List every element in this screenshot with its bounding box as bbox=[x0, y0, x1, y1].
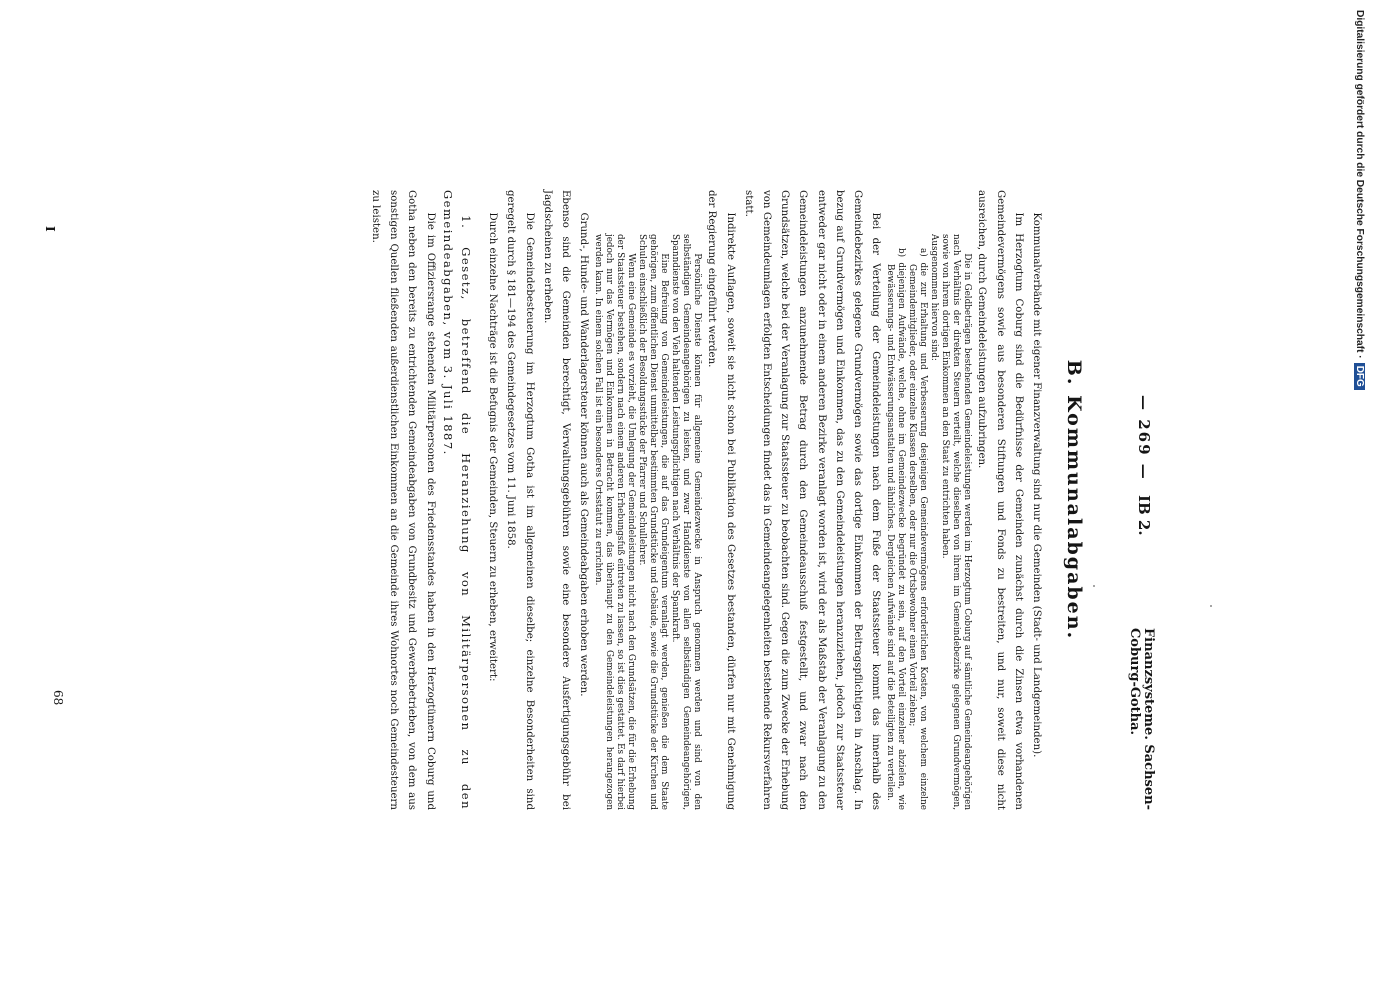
list-item: b) diejenigen Aufwände, welche, ohne im Gemeindezwecke begründet zu sein, auf den Vorteil einzelner abzielen, wie Bewässerungs- und Entwässerungsanstalten und ähnliches. Dergleichen Aufwände sind auf die Beteiligten zu verteilen. bbox=[885, 248, 907, 810]
paragraph: Indirekte Auflagen, soweit sie nicht schon bei Publikation des Gesetzes bestanden, dürfen nur mit Genehmigung der Regierung eingeführt werden. bbox=[706, 190, 736, 810]
small-paragraph: Persönliche Dienste können für allgemeine Gemeindezwecke in Anspruch genommen werden und sind von den selbständigen Gemeindeangehörigen zu leisten, und zwar Handdienste von allen selbständigen Gemeindeangehörigen, Spanndienste von den Vieh haltenden Leistungspflichtigen nach Verhältnis der Spannkraft. bbox=[670, 234, 703, 810]
body-text bbox=[366, 190, 1045, 810]
running-title-line-1: Finanzsysteme. Sachsen- bbox=[1141, 627, 1156, 810]
page-header bbox=[1125, 190, 1155, 810]
small-paragraph: Die in Geldbeträgen bestehenden Gemeindeleistungen werden im Herzogtum Coburg auf sämtliche Gemeindeangehörigen nach Verhältnis der direkten Steuern verteilt, welche dieselben von ihrem im Gemeindebezirke gelegenen Grundvermögen, sowie von ihrem dortigen Einkommen an den Staat zu entrichten haben. bbox=[940, 234, 973, 810]
paragraph: Im Herzogtum Coburg sind die Bedürfnisse der Gemeinden zunächst durch die Zinsen etwa vorhandenen Gemeindevermögens sowie aus besonderen Stiftungen und Fonds zu bestreiten, und nur, soweit diese nicht ausreichen, durch Gemeindeleistungen aufzubringen. bbox=[976, 190, 1024, 810]
small-paragraph: Ausgenommen hiervon sind: bbox=[929, 234, 940, 361]
document-page bbox=[25, 190, 1155, 810]
small-paragraph: Eine Befreiung von Gemeindeleistungen, die auf das Grundeigentum veranlagt werden, genießen die dem Staate gehörigen, zum öffentlichen Dienst unmittelbar bestimmten Grundstücke und Gebäude, sowie die Grundstücke der Kirchen und Schulen einschließlich der Besoldungsstücke der Pfarrer und Schullehrer. bbox=[637, 234, 670, 810]
section-title: B. Kommunalabgaben. bbox=[1063, 359, 1085, 641]
paragraph: Kommunalverbände mit eigener Finanzverwaltung sind nur die Gemeinden (Stadt- und Landgemeinden). bbox=[1031, 212, 1042, 758]
page-number: — 269 — bbox=[1135, 395, 1153, 481]
scan-speck bbox=[1210, 605, 1212, 607]
credit-text: Digitalisierung gefördert durch die Deutsche Forschungsgemeinschaft · bbox=[1354, 10, 1365, 359]
paragraph: Ebenso sind die Gemeinden berechtigt, Verwaltungsgebühren sowie eine besondere Ausfertigungsgebühr bei Jagdscheinen zu erheben. bbox=[541, 190, 571, 810]
small-paragraph: Wenn eine Gemeinde es vorzieht, die Umlegung der Gemeindeleistungen nicht nach den Grundsätzen, die für die Erhebung der Staatssteuer bestehen, sondern nach einem anderen Erhebungsfuß eintreten zu lassen, so ist dies gestattet. Es darf hierbei jedoch nur das Vermögen und Einkommen in Betracht kommen, das überhaupt zu den Gemeindeleistungen herangezogen werden kann. In einem solchen Fall ist ein besonderes Ortsstatut zu errichten. bbox=[593, 234, 637, 810]
paragraph: Bei der Verteilung der Gemeindeleistungen nach dem Fuße der Staatssteuer kommt das innerhalb des Gemeindebezirkes gelegene Grundvermögen sowie das dortige Einkommen der Beitragspflichtigen in Anschlag. In bezug auf Grundvermögen und Einkommen, das zu den Gemeindeleistungen heranzuziehen, jedoch zur Staatssteuer entweder gar nicht oder in einem anderen Bezirke veranlagt worden ist, wird der als Maßstab der Veranlagung zu den Gemeindeleistungen anzunehmende Betrag durch den Gemeindeausschuß festgestellt, und zwar nach den Grundsätzen, welche bei der Veranlagung zur Staatssteuer zu beobachten sind. Gegen die zum Zwecke der Erhebung von Gemeindeumlagen erfolgten Entscheidungen findet das in Gemeindeangelegenheiten bestehende Rekursverfahren statt. bbox=[742, 190, 882, 810]
paragraph: Die Gemeindebesteuerung im Herzogtum Gotha ist im allgemeinen dieselbe; einzelne Besonderheiten sind geregelt durch § 181—194 des Gemeindegesetzes vom 11. Juni 1858. bbox=[505, 190, 535, 810]
running-title bbox=[1127, 628, 1155, 810]
paragraph: Durch einzelne Nachträge ist die Befugnis der Gemeinden, Steuern zu erheben, erweitert: bbox=[487, 212, 499, 682]
signature-mark: I bbox=[43, 226, 57, 232]
digitization-credit bbox=[1349, 10, 1365, 790]
scan-speck bbox=[1093, 585, 1095, 587]
paragraph: Die im Offiziersrange stehenden Militärpersonen des Friedensstandes haben in den Herzogtümern Coburg und Gotha neben den bereits zu entrichtenden Gemeindeabgaben von Grundbesitz und Gewerbebetrieben, von dem aus sonstigen Quellen fließenden außerdienstlichen Einkommen an die Gemeinde ihres Wohnortes noch Gemeindesteuern zu leisten. bbox=[369, 190, 436, 810]
law-heading: 1. Gesetz, betreffend die Heranziehung von Militärpersonen zu den Gemeindeabgaben, vom 3. Juli 1887. bbox=[440, 190, 473, 810]
section-code: IB 2. bbox=[1135, 495, 1153, 536]
paragraph: Grund-, Hunde- und Wanderlagersteuer können auch als Gemeindeabgaben erhoben werden. bbox=[578, 212, 590, 697]
sheet-number: 68 bbox=[51, 690, 65, 706]
running-title-line-2: Coburg-Gotha. bbox=[1127, 627, 1142, 736]
rotated-page bbox=[15, 0, 1165, 1000]
list-item: a) die zur Erhaltung und Verbesserung desjenigen Gemeindevermögens erforderlichen Kosten, von welchem einzelne Gemeindemitglieder, oder einzelne Klassen derselben, oder nur die Ortsbewohner einen Vorteil ziehen; bbox=[907, 248, 929, 810]
dfg-logo: DFG bbox=[1354, 363, 1365, 390]
